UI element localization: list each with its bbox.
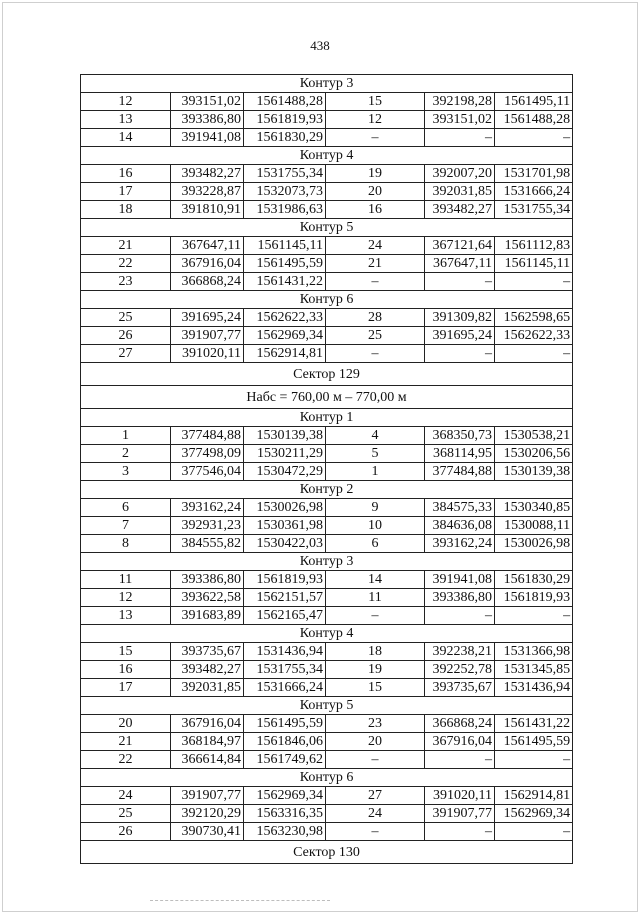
contour-label: Контур 5 (81, 697, 573, 715)
point-number: 26 (81, 823, 171, 841)
contour-label: Контур 2 (81, 481, 573, 499)
contour-header-row (81, 769, 573, 787)
next-coord-x: – (425, 751, 495, 769)
sector-header-row (81, 363, 573, 386)
next-point-number: 11 (326, 589, 425, 607)
next-point-number: 24 (326, 805, 425, 823)
next-coord-y: 1561495,59 (495, 733, 573, 751)
coord-y: 1530211,29 (244, 445, 326, 463)
point-number: 1 (81, 427, 171, 445)
next-point-number: 14 (326, 571, 425, 589)
next-point-number: – (326, 823, 425, 841)
next-coord-x: 392252,78 (425, 661, 495, 679)
next-coord-y: 1531701,98 (495, 165, 573, 183)
next-coord-y: 1562622,33 (495, 327, 573, 345)
next-coord-y: 1562598,65 (495, 309, 573, 327)
coord-y: 1561495,59 (244, 255, 326, 273)
coord-y: 1562969,34 (244, 787, 326, 805)
coord-y: 1530422,03 (244, 535, 326, 553)
coord-x: 367916,04 (171, 715, 244, 733)
next-point-number: 23 (326, 715, 425, 733)
next-coord-x: 391907,77 (425, 805, 495, 823)
page-number: 438 (310, 38, 330, 53)
point-number: 12 (81, 589, 171, 607)
point-number: 18 (81, 201, 171, 219)
coord-y: 1561819,93 (244, 111, 326, 129)
next-coord-x: 384636,08 (425, 517, 495, 535)
coord-x: 391683,89 (171, 607, 244, 625)
next-point-number: – (326, 607, 425, 625)
next-point-number: 12 (326, 111, 425, 129)
contour-header-row (81, 219, 573, 237)
coord-y: 1561145,11 (244, 237, 326, 255)
table-row (81, 201, 573, 219)
table-row (81, 327, 573, 345)
contour-label: Контур 4 (81, 147, 573, 165)
table-row (81, 805, 573, 823)
next-point-number: – (326, 273, 425, 291)
next-coord-y: 1530538,21 (495, 427, 573, 445)
coord-x: 377484,88 (171, 427, 244, 445)
table-row (81, 715, 573, 733)
point-number: 15 (81, 643, 171, 661)
next-coord-y: 1561830,29 (495, 571, 573, 589)
coord-x: 392031,85 (171, 679, 244, 697)
next-coord-y: 1531755,34 (495, 201, 573, 219)
next-coord-x: 384575,33 (425, 499, 495, 517)
point-number: 25 (81, 309, 171, 327)
point-number: 23 (81, 273, 171, 291)
next-coord-y: 1531345,85 (495, 661, 573, 679)
table-row (81, 463, 573, 481)
coord-x: 393162,24 (171, 499, 244, 517)
coord-y: 1562914,81 (244, 345, 326, 363)
next-coord-x: 368114,95 (425, 445, 495, 463)
contour-label: Контур 3 (81, 75, 573, 93)
next-coord-y: – (495, 751, 573, 769)
next-point-number: 27 (326, 787, 425, 805)
next-coord-y: 1562914,81 (495, 787, 573, 805)
table-row (81, 517, 573, 535)
coord-y: 1561495,59 (244, 715, 326, 733)
next-point-number: 9 (326, 499, 425, 517)
next-coord-y: 1531666,24 (495, 183, 573, 201)
next-point-number: 4 (326, 427, 425, 445)
coord-x: 377498,09 (171, 445, 244, 463)
next-coord-x: 393151,02 (425, 111, 495, 129)
table-row (81, 445, 573, 463)
coord-x: 391941,08 (171, 129, 244, 147)
table-row (81, 661, 573, 679)
contour-header-row (81, 147, 573, 165)
contour-label: Контур 3 (81, 553, 573, 571)
point-number: 21 (81, 237, 171, 255)
coord-x: 391810,91 (171, 201, 244, 219)
next-coord-x: 367916,04 (425, 733, 495, 751)
coord-x: 391907,77 (171, 327, 244, 345)
coord-y: 1561431,22 (244, 273, 326, 291)
point-number: 16 (81, 165, 171, 183)
point-number: 6 (81, 499, 171, 517)
next-coord-x: 392238,21 (425, 643, 495, 661)
point-number: 13 (81, 607, 171, 625)
coord-y: 1531986,63 (244, 201, 326, 219)
next-coord-y: 1530026,98 (495, 535, 573, 553)
next-coord-y: 1530088,11 (495, 517, 573, 535)
contour-label: Контур 4 (81, 625, 573, 643)
point-number: 22 (81, 751, 171, 769)
next-point-number: – (326, 345, 425, 363)
coord-y: 1530472,29 (244, 463, 326, 481)
next-coord-y: – (495, 345, 573, 363)
table-row (81, 93, 573, 111)
next-coord-x: 368350,73 (425, 427, 495, 445)
point-number: 12 (81, 93, 171, 111)
coord-x: 393151,02 (171, 93, 244, 111)
coord-y: 1562151,57 (244, 589, 326, 607)
contour-header-row (81, 75, 573, 93)
coord-x: 393386,80 (171, 571, 244, 589)
point-number: 3 (81, 463, 171, 481)
point-number: 22 (81, 255, 171, 273)
table-row (81, 129, 573, 147)
coord-x: 368184,97 (171, 733, 244, 751)
next-coord-x: 367121,64 (425, 237, 495, 255)
coord-x: 393482,27 (171, 661, 244, 679)
point-number: 20 (81, 715, 171, 733)
contour-header-row (81, 291, 573, 309)
altitude-range-row (81, 386, 573, 409)
point-number: 27 (81, 345, 171, 363)
coord-x: 391020,11 (171, 345, 244, 363)
coord-x: 393228,87 (171, 183, 244, 201)
coord-y: 1561488,28 (244, 93, 326, 111)
next-coord-y: 1531436,94 (495, 679, 573, 697)
next-point-number: – (326, 751, 425, 769)
point-number: 7 (81, 517, 171, 535)
next-coord-x: 391020,11 (425, 787, 495, 805)
next-coord-y: 1531366,98 (495, 643, 573, 661)
contour-label: Контур 5 (81, 219, 573, 237)
next-coord-x: – (425, 823, 495, 841)
contour-header-row (81, 481, 573, 499)
range-label: Набс = 760,00 м – 770,00 м (81, 386, 573, 409)
point-number: 21 (81, 733, 171, 751)
coord-x: 367916,04 (171, 255, 244, 273)
next-coord-y: 1561431,22 (495, 715, 573, 733)
coord-y: 1530139,38 (244, 427, 326, 445)
next-point-number: 1 (326, 463, 425, 481)
coord-y: 1561846,06 (244, 733, 326, 751)
next-point-number: 5 (326, 445, 425, 463)
next-point-number: 6 (326, 535, 425, 553)
next-point-number: 24 (326, 237, 425, 255)
table-row (81, 823, 573, 841)
contour-label: Контур 6 (81, 769, 573, 787)
coord-x: 366614,84 (171, 751, 244, 769)
sector-label: Сектор 129 (81, 363, 573, 386)
table-row (81, 165, 573, 183)
next-coord-x: 392031,85 (425, 183, 495, 201)
coord-y: 1563230,98 (244, 823, 326, 841)
point-number: 11 (81, 571, 171, 589)
coord-y: 1562969,34 (244, 327, 326, 345)
table-row (81, 237, 573, 255)
coord-x: 392931,23 (171, 517, 244, 535)
table-row (81, 589, 573, 607)
table-row (81, 345, 573, 363)
coord-x: 393386,80 (171, 111, 244, 129)
contour-label: Контур 6 (81, 291, 573, 309)
table-row (81, 183, 573, 201)
point-number: 24 (81, 787, 171, 805)
table-row (81, 571, 573, 589)
point-number: 8 (81, 535, 171, 553)
coord-x: 390730,41 (171, 823, 244, 841)
next-coord-y: – (495, 129, 573, 147)
point-number: 25 (81, 805, 171, 823)
next-coord-x: – (425, 129, 495, 147)
point-number: 17 (81, 183, 171, 201)
coord-y: 1563316,35 (244, 805, 326, 823)
next-point-number: 15 (326, 679, 425, 697)
coord-x: 391695,24 (171, 309, 244, 327)
next-point-number: 10 (326, 517, 425, 535)
point-number: 26 (81, 327, 171, 345)
next-point-number: 18 (326, 643, 425, 661)
next-coord-y: 1561495,11 (495, 93, 573, 111)
table-row (81, 273, 573, 291)
next-coord-x: 366868,24 (425, 715, 495, 733)
table-row (81, 309, 573, 327)
next-point-number: 16 (326, 201, 425, 219)
next-point-number: 19 (326, 165, 425, 183)
coord-x: 392120,29 (171, 805, 244, 823)
table-row (81, 427, 573, 445)
next-point-number: 15 (326, 93, 425, 111)
table-row (81, 733, 573, 751)
next-coord-y: 1530139,38 (495, 463, 573, 481)
contour-label: Контур 1 (81, 409, 573, 427)
point-number: 13 (81, 111, 171, 129)
point-number: 16 (81, 661, 171, 679)
coord-y: 1561819,93 (244, 571, 326, 589)
next-point-number: 19 (326, 661, 425, 679)
next-coord-x: 393735,67 (425, 679, 495, 697)
coord-x: 393622,58 (171, 589, 244, 607)
next-point-number: 20 (326, 183, 425, 201)
coord-y: 1562165,47 (244, 607, 326, 625)
next-coord-y: 1561488,28 (495, 111, 573, 129)
next-point-number: 21 (326, 255, 425, 273)
table-row (81, 111, 573, 129)
coord-y: 1561749,62 (244, 751, 326, 769)
table-row (81, 751, 573, 769)
next-coord-y: 1530340,85 (495, 499, 573, 517)
point-number: 17 (81, 679, 171, 697)
coord-x: 384555,82 (171, 535, 244, 553)
next-point-number: 28 (326, 309, 425, 327)
contour-header-row (81, 625, 573, 643)
next-coord-y: 1561145,11 (495, 255, 573, 273)
next-coord-x: 392198,28 (425, 93, 495, 111)
next-coord-x: 391695,24 (425, 327, 495, 345)
sector-label: Сектор 130 (81, 841, 573, 864)
coord-y: 1562622,33 (244, 309, 326, 327)
next-coord-x: 391309,82 (425, 309, 495, 327)
next-coord-y: 1561112,83 (495, 237, 573, 255)
coord-y: 1531755,34 (244, 165, 326, 183)
coord-x: 393482,27 (171, 165, 244, 183)
coord-y: 1530026,98 (244, 499, 326, 517)
next-coord-y: 1562969,34 (495, 805, 573, 823)
coord-x: 377546,04 (171, 463, 244, 481)
next-coord-x: 393386,80 (425, 589, 495, 607)
table-row (81, 643, 573, 661)
table-row (81, 499, 573, 517)
coord-x: 367647,11 (171, 237, 244, 255)
next-coord-x: 393162,24 (425, 535, 495, 553)
coord-y: 1531755,34 (244, 661, 326, 679)
next-coord-x: – (425, 345, 495, 363)
next-coord-x: 391941,08 (425, 571, 495, 589)
next-coord-y: 1530206,56 (495, 445, 573, 463)
next-coord-y: – (495, 823, 573, 841)
contour-header-row (81, 697, 573, 715)
sector-header-row (81, 841, 573, 864)
contour-header-row (81, 409, 573, 427)
footer-scan-mark (150, 900, 330, 902)
next-coord-y: – (495, 607, 573, 625)
coord-y: 1531436,94 (244, 643, 326, 661)
next-point-number: 25 (326, 327, 425, 345)
table-row (81, 535, 573, 553)
coord-y: 1530361,98 (244, 517, 326, 535)
next-coord-x: 393482,27 (425, 201, 495, 219)
coord-x: 393735,67 (171, 643, 244, 661)
point-number: 2 (81, 445, 171, 463)
next-point-number: 20 (326, 733, 425, 751)
table-row (81, 679, 573, 697)
next-coord-y: 1561819,93 (495, 589, 573, 607)
next-coord-x: – (425, 607, 495, 625)
coord-y: 1561830,29 (244, 129, 326, 147)
coord-y: 1531666,24 (244, 679, 326, 697)
contour-header-row (81, 553, 573, 571)
next-coord-y: – (495, 273, 573, 291)
next-coord-x: 367647,11 (425, 255, 495, 273)
coord-x: 366868,24 (171, 273, 244, 291)
next-coord-x: 377484,88 (425, 463, 495, 481)
next-coord-x: 392007,20 (425, 165, 495, 183)
next-point-number: – (326, 129, 425, 147)
table-row (81, 787, 573, 805)
coord-x: 391907,77 (171, 787, 244, 805)
coordinates-table (80, 74, 573, 864)
table-row (81, 607, 573, 625)
table-row (81, 255, 573, 273)
coord-y: 1532073,73 (244, 183, 326, 201)
point-number: 14 (81, 129, 171, 147)
next-coord-x: – (425, 273, 495, 291)
